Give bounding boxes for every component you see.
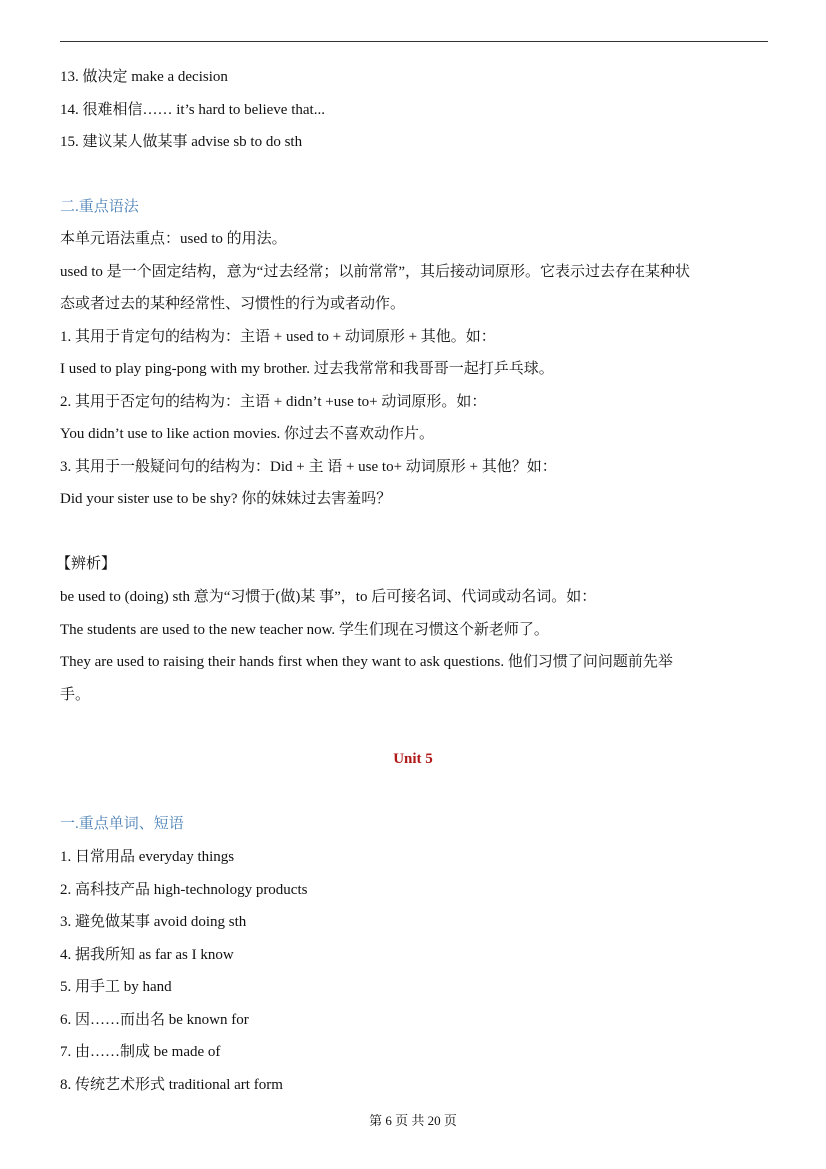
grammar-line: 2. 其用于否定句的结构为：主语 + didn’t +use to+ 动词原形。如： — [60, 393, 487, 410]
vocab-item: 7. 由……制成 be made of — [60, 1044, 221, 1060]
vocab-item: 15. 建议某人做某事 advise sb to do sth — [60, 134, 303, 150]
analysis-line: They are used to raising their hands first when they want to ask questions. 他们习惯了问问题前先举 — [60, 654, 673, 670]
grammar-line: Did your sister use to be shy? 你的妹妹过去害羞吗？ — [60, 491, 392, 507]
vocab-item: 13. 做决定 make a decision — [60, 69, 228, 85]
grammar-line: used to 是一个固定结构，意为“过去经常；以前常常”，其后接动词原形。它表示过去存在某种状 — [60, 263, 690, 280]
vocab-item: 3. 避免做某事 avoid doing sth — [60, 914, 247, 930]
analysis-line: The students are used to the new teacher now. 学生们现在习惯这个新老师了。 — [60, 621, 549, 638]
grammar-line: I used to play ping-pong with my brother. 过去我常常和我哥哥一起打乒乓球。 — [60, 361, 554, 377]
analysis-line: be used to (doing) sth 意为“习惯于(做)某 事”，to 后可接名词、代词或动名词。如： — [60, 589, 597, 605]
page-footer: 第 6 页 共 20 页 — [369, 1113, 457, 1128]
vocab-item: 8. 传统艺术形式 traditional art form — [60, 1076, 283, 1093]
unit-title: Unit 5 — [393, 751, 433, 767]
grammar-line: 本单元语法重点：used to 的用法。 — [60, 231, 287, 247]
grammar-heading: 二.重点语法 — [60, 199, 139, 215]
header-rule — [60, 41, 768, 42]
analysis-heading: 【辨析】 — [56, 556, 117, 572]
vocab-item: 1. 日常用品 everyday things — [60, 849, 235, 865]
grammar-line: 1. 其用于肯定句的结构为：主语 + used to + 动词原形 + 其他。如： — [60, 328, 496, 345]
grammar-line: 3. 其用于一般疑问句的结构为：Did + 主 语 + use to+ 动词原形 + 其他？如： — [60, 458, 557, 475]
grammar-line: 态或者过去的某种经常性、习惯性的行为或者动作。 — [60, 296, 406, 312]
grammar-line: You didn’t use to like action movies. 你过去不喜欢动作片。 — [60, 426, 435, 442]
vocab-item: 5. 用手工 by hand — [60, 979, 172, 995]
analysis-line: 手。 — [60, 686, 91, 703]
vocab-item: 2. 高科技产品 high-technology products — [60, 881, 308, 898]
vocab-heading: 一.重点单词、短语 — [60, 816, 184, 832]
vocab-item: 6. 因……而出名 be known for — [60, 1011, 249, 1028]
vocab-item: 4. 据我所知 as far as I know — [60, 946, 234, 963]
vocab-item: 14. 很难相信…… it’s hard to believe that... — [60, 101, 325, 118]
